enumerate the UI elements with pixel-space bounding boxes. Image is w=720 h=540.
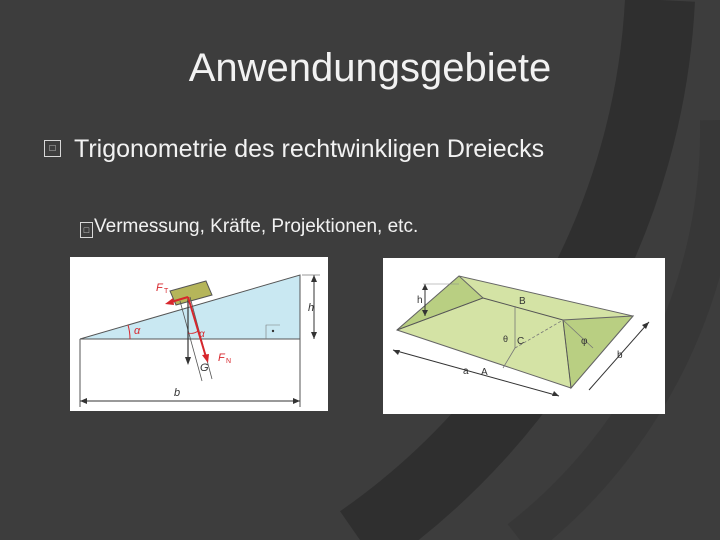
bullet-item <box>44 133 604 165</box>
label-b: b <box>174 387 181 399</box>
roof-diagram-svg <box>383 258 665 414</box>
roof-projection-diagram <box>383 258 665 414</box>
bullet-text: Trigonometrie des rechtwinkligen Dreiecks <box>74 135 545 163</box>
label-C: C <box>517 336 525 347</box>
label-B: B <box>519 296 526 307</box>
incline-force-diagram <box>70 257 328 411</box>
label-h: h <box>308 302 315 314</box>
label-ft: F <box>156 282 163 294</box>
label-phi: φ <box>581 336 588 347</box>
label-fn: F <box>218 352 225 364</box>
label-a: a <box>463 366 469 377</box>
label-h: h <box>417 295 423 306</box>
label-g: G <box>200 362 209 374</box>
sub-bullet-item <box>80 214 600 240</box>
label-ft-sub: T <box>164 288 169 295</box>
label-b: b <box>617 350 623 361</box>
label-fn-sub: N <box>226 358 232 365</box>
sub-bullet-text: Vermessung, Kräfte, Projektionen, etc. <box>94 216 419 237</box>
incline-diagram-svg <box>70 257 328 411</box>
label-theta: θ <box>503 334 509 344</box>
label-A: A <box>481 367 488 378</box>
label-alpha: α <box>134 325 141 337</box>
sub-bullet-square-icon: □ <box>80 222 93 238</box>
label-alpha-2: α <box>199 329 205 340</box>
slide-title: Anwendungsgebiete <box>188 46 552 90</box>
bullet-square-icon: □ <box>44 140 61 157</box>
